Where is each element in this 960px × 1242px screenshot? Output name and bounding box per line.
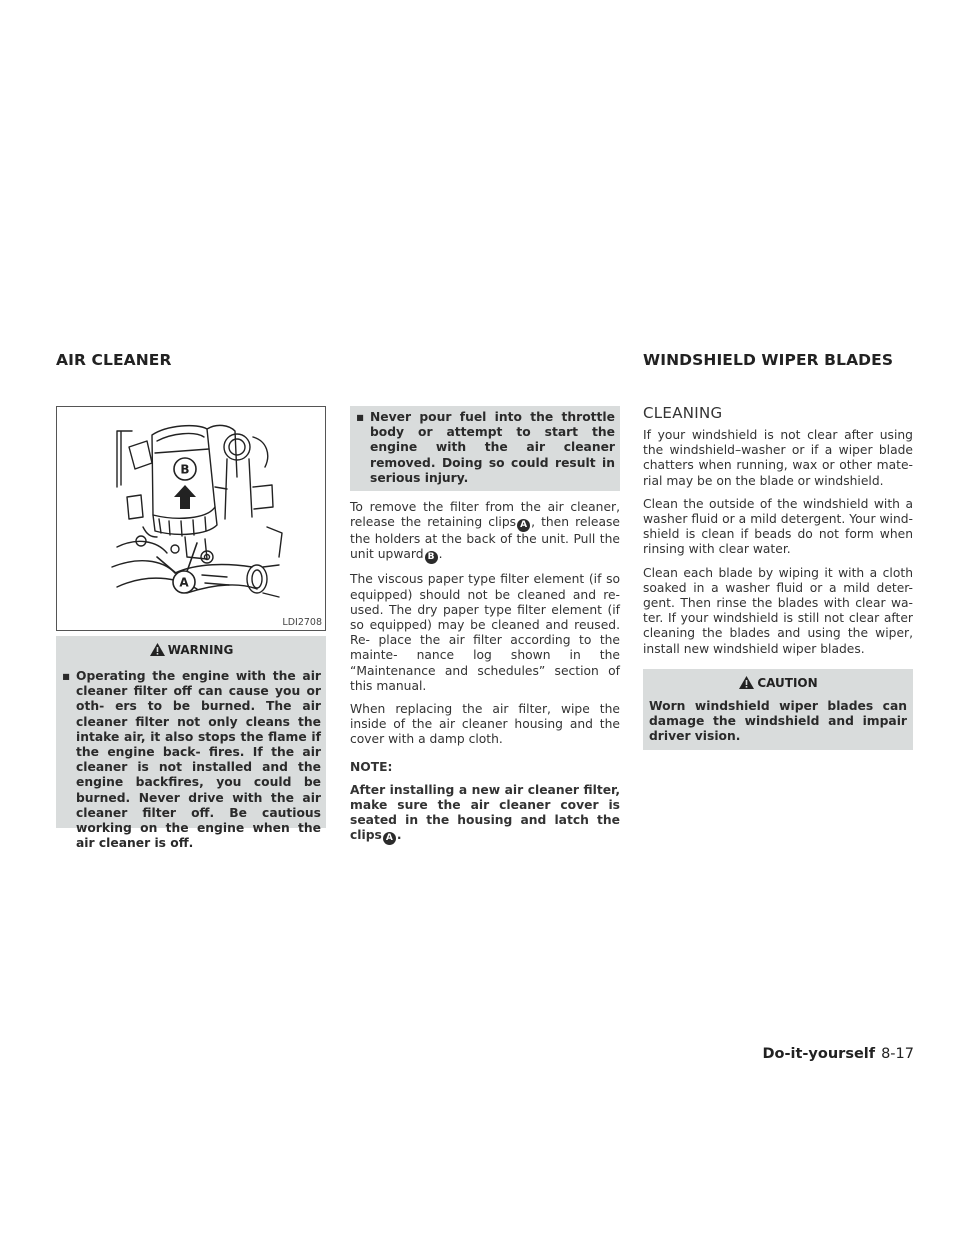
p1-part-a: To remove the filter from the air cleaner, release the retaining clips — [350, 500, 620, 530]
marker-a-icon: A — [517, 519, 530, 532]
air-cleaner-figure — [56, 406, 326, 631]
cleaning-paragraph-3: Clean each blade by wiping it with a cloth soaked in a washer fluid or a mild deter- gent. Then rinse the blades with clear wa- ter. If your windshield is still not clear after cleaning the blades and using the wiper, install new windshield wiper blades. — [643, 565, 913, 656]
caution-box — [643, 669, 913, 751]
cleaning-subheading: CLEANING — [643, 404, 723, 422]
warning-bullet-2-text: Never pour fuel into the throttle body or attempt to start the engine with the air cleaner removed. Doing so could result in serious injury. — [370, 410, 615, 485]
warning-bullet — [62, 669, 321, 851]
page-number: 8-17 — [881, 1046, 914, 1062]
figure-code: LDI2708 — [282, 617, 322, 628]
middle-column — [350, 406, 620, 853]
cleaning-paragraph-2: Clean the outside of the windshield with a washer fluid or a mild detergent. Your wind- shield is clean if beads do not form when rinsing with clear water. — [643, 496, 913, 557]
marker-a-icon-2: A — [383, 832, 396, 845]
wipe-housing-paragraph: When replacing the air filter, wipe the inside of the air cleaner housing and the cover with a damp cloth. — [350, 702, 620, 747]
air-cleaner-title: AIR CLEANER — [56, 351, 172, 369]
callout-b: B — [180, 462, 190, 477]
right-column — [643, 404, 913, 750]
cleaning-paragraph-1: If your windshield is not clear after using the windshield–washer or if a wiper blade chatters when running, wax or other mate- rial may be on the blade or windshield. — [643, 428, 913, 488]
warning-box-continued — [350, 406, 620, 491]
caution-text: Worn windshield wiper blades can damage the windshield and impair driver vision. — [649, 698, 907, 744]
caution-heading: CAUTION — [757, 675, 818, 690]
engine-illustration — [57, 407, 325, 630]
warning-bullet-2 — [356, 410, 615, 486]
page-footer — [763, 1046, 915, 1062]
bullet-mark: ▪ — [62, 669, 71, 683]
callout-a: A — [179, 575, 189, 590]
note-body: After installing a new air cleaner filter, make sure the air cleaner cover is seated in the housing and latch the clips — [350, 782, 620, 843]
warning-bullet-text: Operating the engine with the air cleaner filter off can cause you or oth- ers to be burned. The air cleaner filter not only cleans the intake air, it also stops the flame if the engine back- fires. If the air cleaner is not installed and the engine backfires, you could be burned. Never drive with the air cleaner filter off. Be cautious working on the engine when the air cleaner is off. — [76, 669, 321, 851]
filter-element-paragraph: The viscous paper type filter element (if so equipped) should not be cleaned and re- used. The dry paper type filter element (if so equipped) may be cleaned and reused. Re- place the air filter according to the mainte- nance log shown in the “Maintenance and schedules” section of this manual. — [350, 572, 620, 693]
warning-heading: WARNING — [167, 643, 234, 657]
note-text — [350, 783, 620, 846]
p1-part-b: , then release the holders at the back of the unit. Pull the unit upward — [350, 515, 620, 562]
note-end: . — [396, 828, 402, 843]
caution-header — [643, 669, 913, 695]
wiper-blades-title: WINDSHIELD WIPER BLADES — [643, 351, 894, 369]
footer-section: Do-it-yourself — [762, 1046, 876, 1062]
warning-header — [56, 636, 326, 662]
p1-part-c: . — [438, 547, 443, 562]
caution-icon — [738, 675, 755, 690]
bullet-mark-2: ▪ — [356, 410, 365, 424]
warning-icon — [149, 642, 166, 657]
marker-b-icon: B — [425, 551, 438, 564]
warning-box — [56, 636, 326, 851]
note-label: NOTE: — [350, 759, 393, 774]
remove-filter-paragraph — [350, 500, 620, 564]
